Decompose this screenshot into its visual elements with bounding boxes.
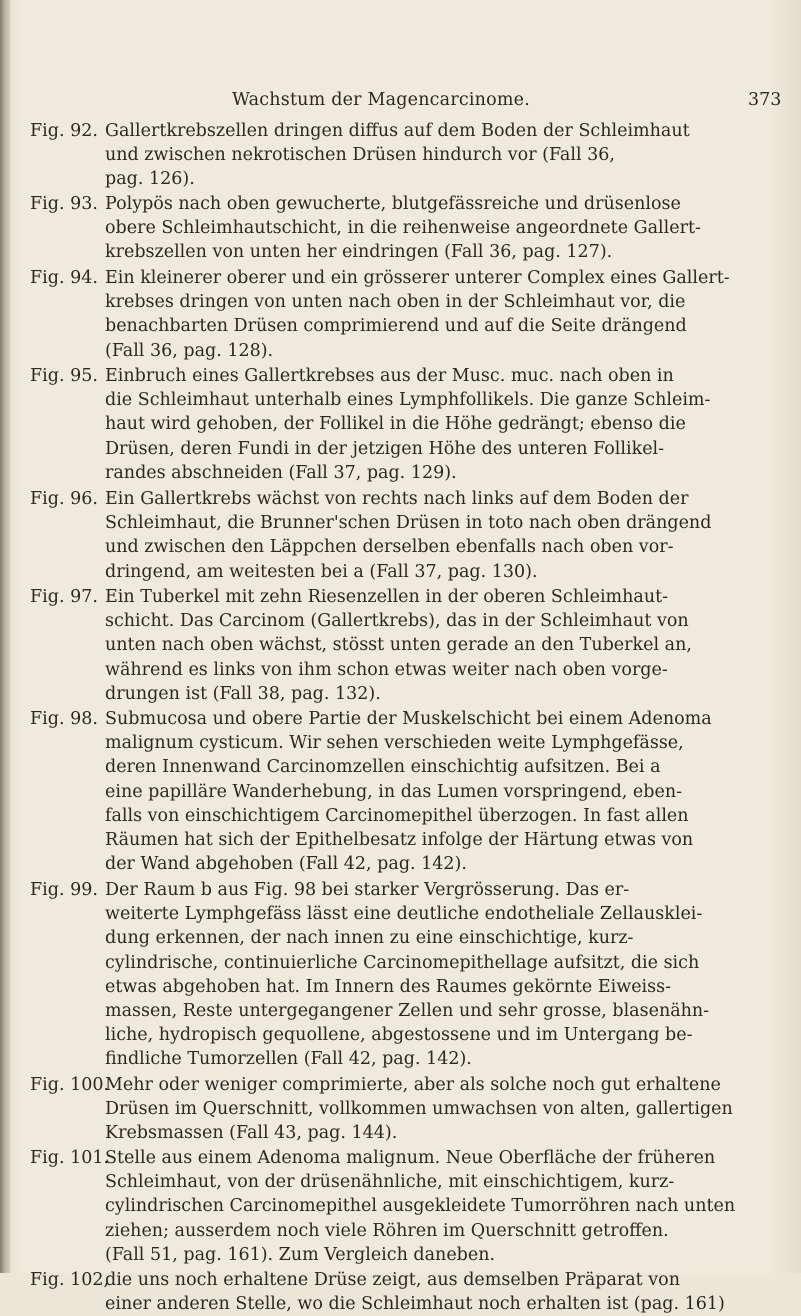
figure-label: Fig. 98. bbox=[30, 709, 98, 729]
figure-caption: die uns noch erhaltene Drüse zeigt, aus demselben Präparat von einer anderen Stelle, wo die Schleimhaut noch erhalten ist (pag. 161) bbox=[105, 1270, 725, 1315]
figure-caption: Stelle aus einem Adenoma malignum. Neue Oberfläche der früheren Schleimhaut, von der drüsenähnliche, mit einschichtigem, kurz- cylindrischen Carcinomepithel ausgekleidete Tumorröhren nach unten ziehen; ausserdem noch viele Röhren im Querschnitt getroffen. (Fall 51, pag. 161). Zum Vergleich daneben. bbox=[105, 1148, 736, 1265]
figure-caption: Einbruch eines Gallertkrebses aus der Musc. muc. nach oben in die Schleimhaut unterhalb eines Lymphfollikels. Die ganze Schleim- haut wird gehoben, der Follikel in die Höhe gedrängt; ebenso die Drüsen, deren Fundi in der jetzigen Höhe des unteren Follikel- randes abschneiden (Fall 37, pag. 129). bbox=[105, 366, 711, 483]
figure-label: Fig. 92. bbox=[30, 121, 98, 141]
page-binding-edge bbox=[0, 0, 10, 1273]
figure-caption: Gallertkrebszellen dringen diffus auf dem Boden der Schleimhaut und zwischen nekrotischen Drüsen hindurch vor (Fall 36, pag. 126). bbox=[105, 121, 690, 190]
figure-caption: Mehr oder weniger comprimierte, aber als solche noch gut erhaltene Drüsen im Querschnitt, vollkommen umwachsen von alten, gallertigen Krebsmassen (Fall 43, pag. 144). bbox=[105, 1075, 733, 1144]
figure-caption: Ein Tuberkel mit zehn Riesenzellen in der oberen Schleimhaut- schicht. Das Carcinom (Gallertkrebs), das in der Schleimhaut von unten nach oben wächst, stösst unten gerade an den Tuberkel an, während es links von ihm schon etwas weiter nach oben vorge- drungen ist (Fall 38, pag. 132). bbox=[105, 587, 692, 704]
page-number: 373 bbox=[748, 90, 782, 110]
figure-caption: Der Raum b aus Fig. 98 bei starker Vergrösserung. Das er- weiterte Lymphgefäss lässt eine deutliche endotheliale Zellausklei- dung erkennen, der nach innen zu eine einschichtige, kurz- cylindrische, continuierliche Carcinomepithellage aufsitzt, die sich etwas abgehoben hat. Im Innern des Raumes gekörnte Eiweiss- massen, Reste untergegangener Zellen und sehr grosse, blasenähn- liche, hydropisch gequollene, abgestossene und im Untergang be- findliche Tumorzellen (Fall 42, pag. 142). bbox=[105, 880, 710, 1070]
figure-label: Fig. 100. bbox=[30, 1075, 110, 1095]
figure-label: Fig. 95. bbox=[30, 366, 98, 386]
figure-caption: Polypös nach oben gewucherte, blutgefässreiche und drüsenlose obere Schleimhautschicht, in die reihenweise angeordnete Gallert- krebszellen von unten her eindringen (Fall 36, pag. 127). bbox=[105, 194, 701, 263]
figure-label: Fig. 102, bbox=[30, 1270, 110, 1290]
figure-label: Fig. 97. bbox=[30, 587, 98, 607]
running-title: Wachstum der Magencarcinome. bbox=[232, 90, 530, 110]
figure-label: Fig. 99. bbox=[30, 880, 98, 900]
figure-label: Fig. 101. bbox=[30, 1148, 110, 1168]
figure-label: Fig. 94. bbox=[30, 268, 98, 288]
figure-caption: Ein Gallertkrebs wächst von rechts nach links auf dem Boden der Schleimhaut, die Brunner'schen Drüsen in toto nach oben drängend und zwischen den Läppchen derselben ebenfalls nach oben vor- dringend, am weitesten bei a (Fall 37, pag. 130). bbox=[105, 489, 712, 582]
figure-label: Fig. 96. bbox=[30, 489, 98, 509]
figure-caption: Ein kleinerer oberer und ein grösserer unterer Complex eines Gallert- krebses dringen von unten nach oben in der Schleimhaut vor, die benachbarten Drüsen comprimierend und auf die Seite drängend (Fall 36, pag. 128). bbox=[105, 268, 730, 361]
figure-caption: Submucosa und obere Partie der Muskelschicht bei einem Adenoma malignum cysticum. Wir sehen verschieden weite Lymphgefässe, deren Innenwand Carcinomzellen einschichtig aufsitzen. Bei a eine papilläre Wanderhebung, in das Lumen vorspringend, eben- falls von einschichtigem Carcinomepithel überzogen. In fast allen Räumen hat sich der Epithelbesatz infolge der Härtung etwas von der Wand abgehoben (Fall 42, pag. 142). bbox=[105, 709, 712, 875]
figure-label: Fig. 93. bbox=[30, 194, 98, 214]
page-header bbox=[0, 90, 801, 114]
